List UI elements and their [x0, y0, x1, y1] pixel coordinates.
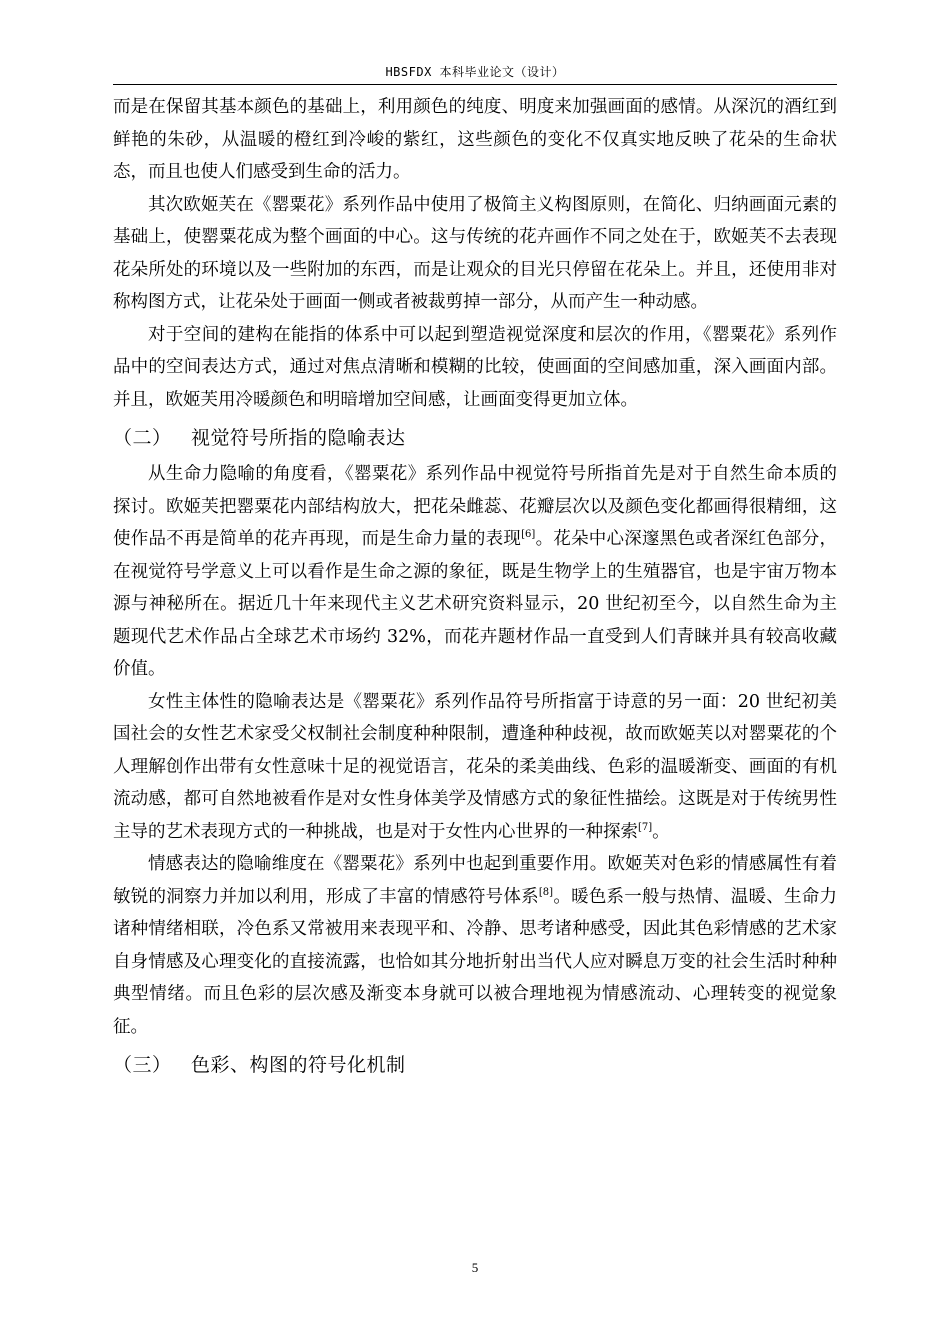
paragraph-text: 情感表达的隐喻维度在《罂粟花》系列中也起到重要作用。欧姬芙对色彩的情感属性有着敏锐的洞察力并加以利用，形成了丰富的情感符号体系	[113, 854, 837, 907]
section-number: （三）	[113, 1054, 172, 1076]
paragraph-text: 。暖色系一般与热情、温暖、生命力诸种情绪相联，冷色系又常被用来表现平和、冷静、思考诸种感受，因此其色彩情感的艺术家自身情感及心理变化的直接流露，也恰如其分地折射出当代人应对瞬息万变的社会生活时种种典型情绪。而且色彩的层次感及渐变本身就可以被合理地视为情感流动、心理转变的视觉象征。	[113, 886, 838, 1037]
paragraph-female-subjectivity	[113, 686, 837, 849]
section-heading-3	[113, 1047, 837, 1083]
page-number: 5	[471, 1260, 479, 1275]
section-heading-2	[113, 420, 837, 456]
section-title: 色彩、构图的符号化机制	[191, 1054, 406, 1076]
citation-6: [6]	[521, 529, 536, 541]
paragraph-text: 。	[652, 821, 670, 842]
paragraph-color-purity: 而是在保留其基本颜色的基础上，利用颜色的纯度、明度来加强画面的感情。从深沉的酒红到鲜艳的朱砂，从温暖的橙红到冷峻的紫红，这些颜色的变化不仅真实地反映了花朵的生命状态，而且也使人们感受到生命的活力。	[113, 97, 837, 182]
header-rule	[113, 84, 837, 85]
paragraph-space-construction: 对于空间的建构在能指的体系中可以起到塑造视觉深度和层次的作用，《罂粟花》系列作品中的空间表达方式，通过对焦点清晰和模糊的比较，使画面的空间感加重，深入画面内部。并且，欧姬芙用冷暖颜色和明暗增加空间感，让画面变得更加立体。	[113, 324, 837, 410]
citation-7: [7]	[638, 821, 653, 833]
paragraph-life-metaphor	[113, 458, 837, 686]
section-title: 视觉符号所指的隐喻表达	[191, 427, 406, 449]
page-body	[113, 91, 837, 1085]
paragraph-text: 从生命力隐喻的角度看，《罂粟花》系列作品中视觉符号所指首先是对于自然生命本质的探讨。欧姬芙把罂粟花内部结构放大，把花朵雌蕊、花瓣层次以及颜色变化都画得很精细，这使作品不再是简单的花卉再现，而是生命力量的表现	[113, 464, 837, 549]
paragraph-text: 女性主体性的隐喻表达是《罂粟花》系列作品符号所指富于诗意的另一面：20 世纪初美国社会的女性艺术家受父权制社会制度种种限制，遭逢种种歧视，故而欧姬芙以对罂粟花的个人理解创作出带有女性意味十足的视觉语言，花朵的柔美曲线、色彩的温暖渐变、画面的有机流动感，都可自然地被看作是对女性身体美学及情感方式的象征性描绘。这既是对于传统男性主导的艺术表现方式的一种挑战，也是对于女性内心世界的一种探索	[113, 691, 837, 842]
paragraph-minimalist-composition: 其次欧姬芙在《罂粟花》系列作品中使用了极简主义构图原则，在简化、归纳画面元素的基础上，使罂粟花成为整个画面的中心。这与传统的花卉画作不同之处在于，欧姬芙不去表现花朵所处的环境以及一些附加的东西，而是让观众的目光只停留在花朵上。并且，还使用非对称构图方式，让花朵处于画面一侧或者被裁剪掉一部分，从而产生一种动感。	[113, 194, 837, 312]
paragraph-emotional-expression	[113, 848, 837, 1043]
running-header: HBSFDX 本科毕业论文（设计）	[385, 65, 565, 79]
section-number: （二）	[113, 427, 172, 449]
paragraph-text: 。花朵中心深邃黑色或者深红色部分，在视觉符号学意义上可以看作是生命之源的象征，既是生物学上的生殖器官，也是宇宙万物本源与神秘所在。据近几十年来现代主义艺术研究资料显示，20 世纪初至今，以自然生命为主题现代艺术作品占全球艺术市场约 32%，而花卉题材作品一直受到人们青睐并具有较高收藏价值。	[113, 529, 838, 679]
citation-8: [8]	[538, 886, 554, 898]
